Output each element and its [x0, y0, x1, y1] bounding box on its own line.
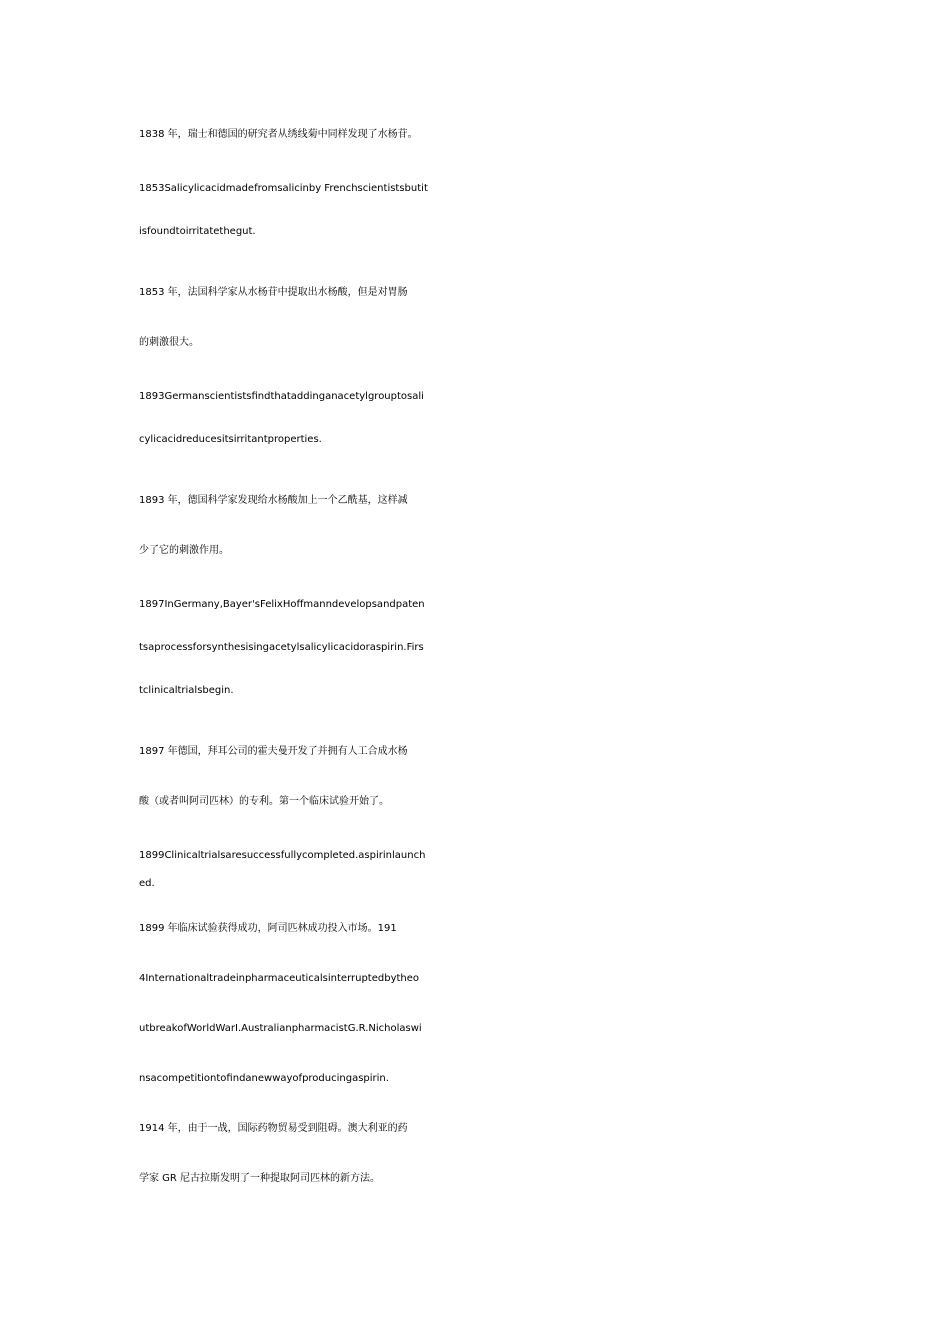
text-line: 1893 年，德国科学家发现给水杨酸加上一个乙酰基，这样减 [139, 495, 408, 506]
text-line: tclinicaltrialsbegin. [139, 685, 234, 696]
text-line: utbreakofWorldWarI.AustralianpharmacistG.R.Nicholaswi [139, 1023, 422, 1034]
text-line: isfoundtoirritatethegut. [139, 226, 256, 237]
text-line: 1853 年，法国科学家从水杨苷中提取出水杨酸，但是对胃肠 [139, 287, 408, 298]
text-line: 1897 年德国，拜耳公司的霍夫曼开发了并拥有人工合成水杨 [139, 746, 408, 757]
text-line: 1914 年，由于一战，国际药物贸易受到阻碍。澳大利亚的药 [139, 1123, 408, 1134]
text-line: 1838 年，瑞士和德国的研究者从绣线菊中同样发现了水杨苷。 [139, 129, 418, 140]
text-line: 酸（或者叫阿司匹林）的专利。第一个临床试验开始了。 [139, 796, 389, 807]
text-line: ed. [139, 878, 155, 889]
text-line: 1853Salicylicacidmadefromsalicinby Frenchscientistsbutit [139, 183, 428, 194]
text-line: 4Internationaltradeinpharmaceuticalsinterruptedbytheo [139, 973, 420, 984]
text-line: 1897InGermany,Bayer'sFelixHoffmanndevelopsandpaten [139, 599, 425, 610]
text-line: 1899 年临床试验获得成功，阿司匹林成功投入市场。191 [139, 923, 397, 934]
text-line: 1893Germanscientistsfindthataddinganacetylgrouptosali [139, 391, 424, 402]
text-line: 的刺激很大。 [139, 337, 199, 348]
text-line: tsaprocessforsynthesisingacetylsalicylicacidoraspirin.Firs [139, 642, 424, 653]
text-line: nsacompetitiontofindanewwayofproducingaspirin. [139, 1073, 389, 1084]
text-line: 学家 GR 尼古拉斯发明了一种提取阿司匹林的新方法。 [139, 1173, 381, 1184]
text-line: 1899Clinicaltrialsaresuccessfullycompleted.aspirinlaunch [139, 850, 426, 861]
text-line: cylicacidreducesitsirritantproperties. [139, 434, 322, 445]
text-line: 少了它的刺激作用。 [139, 545, 229, 556]
